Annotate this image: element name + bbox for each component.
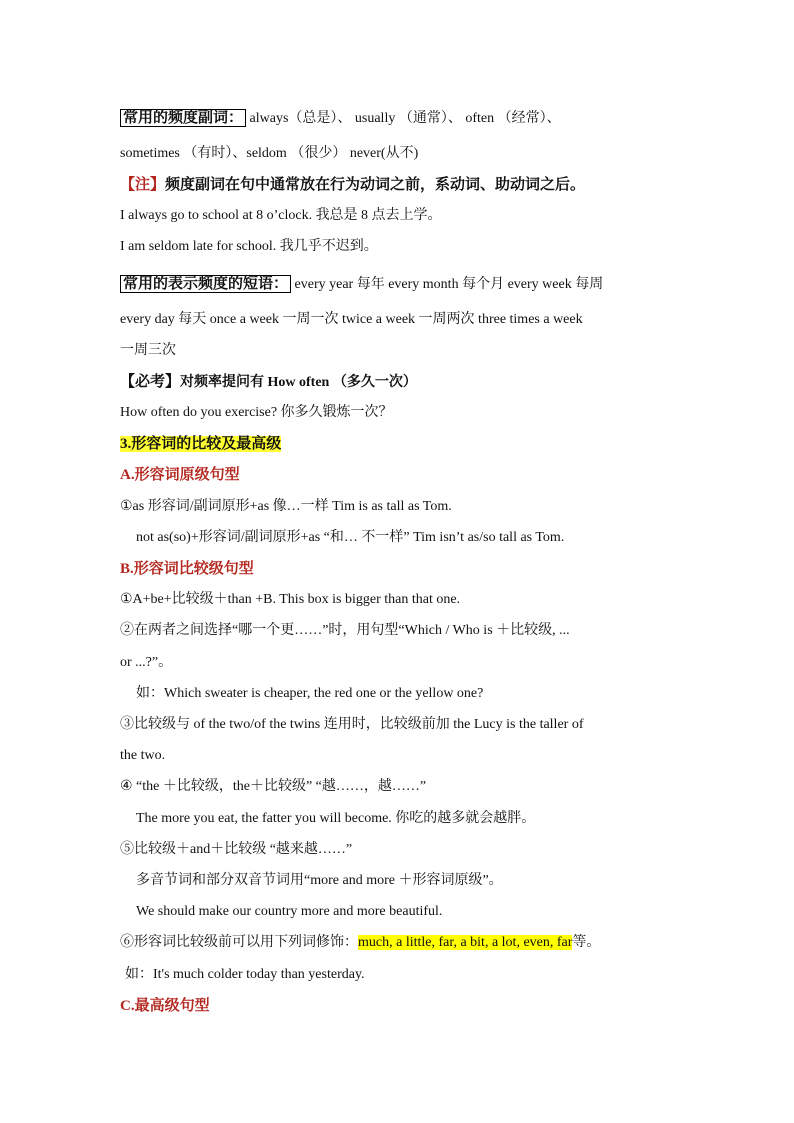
must-test-line [120,372,680,393]
rule-b2-line-1: ②在两者之间选择“哪一个更……”时，用句型“Which / Who is ＋比较级, ... [120,623,570,638]
freq-phrases-label: 常用的表示频度的短语： [120,275,291,293]
rule-b3-line-1: ③比较级与 of the two/of the twins 连用时，比较级前加 the Lucy is the taller of [120,717,584,732]
freq-phrases-line-2: every day 每天 once a week 一周一次 twice a week 一周两次 three times a week [120,312,583,327]
note-line [120,175,680,196]
subsection-b-title: B.形容词比较级句型 [120,561,254,577]
example-seldom: I am seldom late for school. 我几乎不迟到。 [120,239,378,254]
rule-b5-example: We should make our country more and more beautiful. [136,904,443,919]
rule-b2-example: 如：Which sweater is cheaper, the red one or the yellow one? [136,686,484,701]
freq-phrases-line-3: 一周三次 [120,343,176,358]
subsection-c-title-line [120,996,680,1017]
must-test-tag: 【必考】 [120,374,181,390]
rule-b2-line-2: or ...?”。 [120,655,173,670]
rule-a2: not as(so)+形容词/副词原形+as “和… 不一样” Tim isn’t as/so tall as Tom. [136,530,565,545]
rule-b1: ①A+be+比较级＋than +B. This box is bigger than that one. [120,592,461,607]
rule-b3-line-2: the two. [120,748,166,763]
must-test-text: 对频率提问有 How often （多久一次） [180,375,417,390]
freq-phrases-line-1 [120,274,680,295]
rule-b5-line-2: 多音节词和部分双音节词用“more and more ＋形容词原级”。 [136,873,503,888]
freq-adverbs-line-1 [120,108,680,129]
example-always: I always go to school at 8 o’clock. 我总是 8 点去上学。 [120,208,442,223]
rule-b6-example: 如：It's much colder today than yesterday. [125,967,365,982]
rule-b6-suffix: 等。 [572,935,601,950]
rule-b6-line [120,933,680,953]
freq-adverbs-label: 常用的频度副词： [120,109,246,127]
freq-adverbs-line-2: sometimes （有时）、seldom （很少） never(从不) [120,146,419,161]
subsection-b-title-line [120,559,680,580]
rule-b5-line-1: ⑤比较级＋and＋比较级 “越来越……” [120,842,353,857]
subsection-a-title: A.形容词原级句型 [120,467,240,483]
rule-b6-prefix: ⑥形容词比较级前可以用下列词修饰： [120,935,358,950]
rule-b4-example: The more you eat, the fatter you will become. 你吃的越多就会越胖。 [136,811,536,826]
note-text: 频度副词在句中通常放在行为动词之前，系动词、助动词之后。 [165,177,586,193]
freq-phrases-list: every year 每年 every month 每个月 every week 每周 [291,277,604,292]
rule-b6-modifiers: much, a little, far, a bit, a lot, even, far [358,935,573,950]
must-test-example: How often do you exercise? 你多久锻炼一次？ [120,405,393,420]
freq-adverbs-list: always（总是）、 usually （通常）、 often （经常）、 [246,111,561,126]
subsection-a-title-line [120,465,680,486]
subsection-c-title: C.最高级句型 [120,998,210,1014]
section-3-title: 3.形容词的比较及最高级 [120,436,282,452]
rule-b4-line-1: ④ “the ＋比较级，the＋比较级” “越……，越……” [120,779,427,794]
rule-a1: ①as 形容词/副词原形+as 像…一样 Tim is as tall as Tom. [120,499,452,514]
section-3-title-line [120,434,680,455]
note-tag: 【注】 [120,177,166,193]
